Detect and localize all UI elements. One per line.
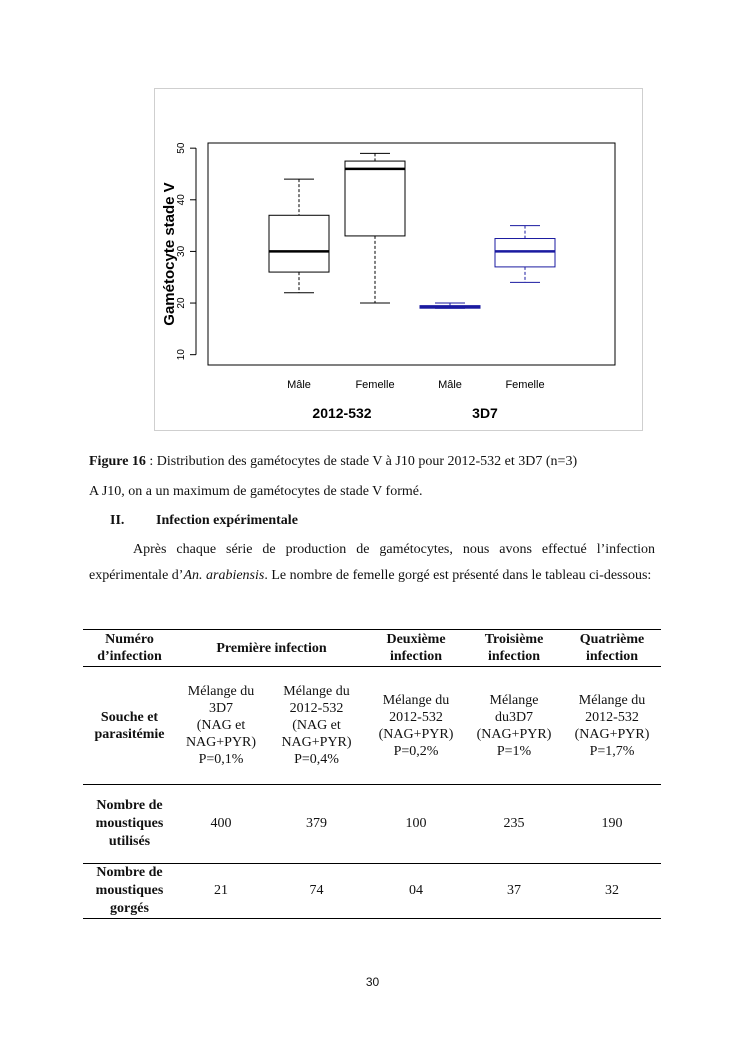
utilises-value: 379 [266,785,367,864]
figure-label: Figure 16 [89,454,146,469]
box-iqr [345,161,405,236]
x-category-label: Femelle [505,379,545,391]
table-header-row [83,630,661,667]
group-label-3d7: 3D7 [472,405,498,421]
section-number: II. [110,513,125,528]
table-row-souche [83,667,661,785]
gorges-value: 04 [367,864,465,919]
y-tick-label: 40 [176,194,187,206]
boxplot-chart [154,88,643,431]
infection-table [83,629,661,919]
gorges-value: 37 [465,864,563,919]
page-number: 30 [365,975,380,989]
figure-caption-text: : Distribution des gamétocytes de stade V à J10 pour 2012-532 et 3D7 (n=3) [145,454,578,469]
body-paragraph [89,537,655,589]
gorges-value: 32 [563,864,661,919]
section-heading [110,513,298,529]
row-label-utilises: Nombre de moustiques utilisés [83,785,176,864]
gorges-value: 21 [176,864,266,919]
table-row-utilises [83,785,661,864]
souche-cell: Mélange du 3D7 (NAG et NAG+PYR) P=0,1% [176,667,266,785]
souche-cell: Mélange du3D7 (NAG+PYR) P=1% [465,667,563,785]
body-part1: Après chaque série de production de gamétocytes, nous avons effectué l’infection expérimentale d’ [89,542,655,583]
header-numero: Numéro d’infection [83,630,176,667]
y-tick-label: 10 [176,349,187,361]
utilises-value: 100 [367,785,465,864]
section-title: Infection expérimentale [156,513,298,528]
gorges-value: 74 [266,864,367,919]
row-label-souche: Souche et parasitémie [83,667,176,785]
y-tick-label: 20 [176,297,187,309]
y-axis-label: Gamétocyte stade V [161,182,178,326]
x-category-label: Mâle [438,379,462,391]
paragraph-j10: A J10, on a un maximum de gamétocytes de stade V formé. [89,484,423,499]
y-tick-label: 50 [176,142,187,154]
utilises-value: 400 [176,785,266,864]
group-label-2012-532: 2012-532 [312,405,372,421]
utilises-value: 235 [465,785,563,864]
header-premiere: Première infection [176,630,367,667]
header-deuxieme: Deuxième infection [367,630,465,667]
x-category-label: Femelle [355,379,395,391]
header-troisieme: Troisième infection [465,630,563,667]
box-iqr [495,239,555,267]
souche-cell: Mélange du 2012-532 (NAG+PYR) P=0,2% [367,667,465,785]
table-row-gorges [83,864,661,919]
species-name: An. arabiensis [183,568,265,583]
box-iqr [269,215,329,272]
body-part2: . Le nombre de femelle gorgé est présenté dans le tableau ci-dessous: [264,568,652,583]
x-category-label: Mâle [287,379,311,391]
y-tick-label: 30 [176,245,187,257]
header-quatrieme: Quatrième infection [563,630,661,667]
row-label-gorges: Nombre de moustiques gorgés [83,864,176,919]
souche-cell: Mélange du 2012-532 (NAG+PYR) P=1,7% [563,667,661,785]
figure-caption [89,454,577,470]
utilises-value: 190 [563,785,661,864]
souche-cell: Mélange du 2012-532 (NAG et NAG+PYR) P=0,4% [266,667,367,785]
